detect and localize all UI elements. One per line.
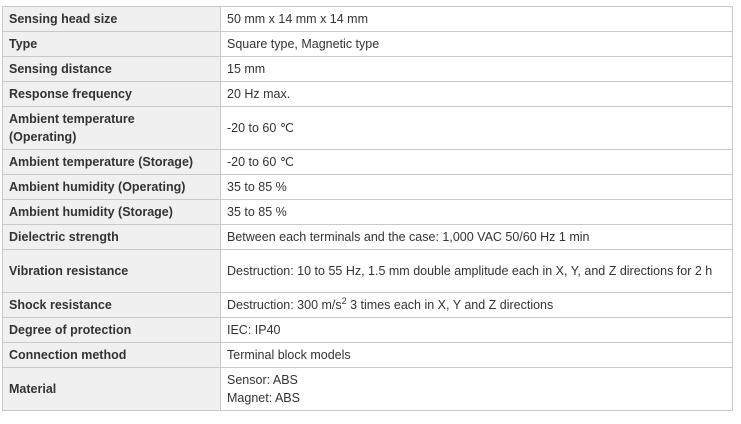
table-row xyxy=(3,107,733,150)
value-line: Sensor: ABS xyxy=(227,373,298,387)
table-row xyxy=(3,343,733,368)
row-label: Degree of protection xyxy=(3,318,221,343)
superscript: 2 xyxy=(341,295,347,306)
table-row xyxy=(3,32,733,57)
table-row xyxy=(3,200,733,225)
row-label: Vibration resistance xyxy=(3,250,221,293)
table-row xyxy=(3,57,733,82)
row-value: Between each terminals and the case: 1,000 VAC 50/60 Hz 1 min xyxy=(221,225,733,250)
row-value: 35 to 85 % xyxy=(221,175,733,200)
row-value: 20 Hz max. xyxy=(221,82,733,107)
row-label-line: Ambient temperature xyxy=(9,112,135,126)
row-value: IEC: IP40 xyxy=(221,318,733,343)
row-label: Connection method xyxy=(3,343,221,368)
row-value xyxy=(221,293,733,318)
row-label: Sensing distance xyxy=(3,57,221,82)
table-row xyxy=(3,7,733,32)
row-label: Ambient humidity (Operating) xyxy=(3,175,221,200)
row-value: 15 mm xyxy=(221,57,733,82)
table-row xyxy=(3,250,733,293)
row-label: Response frequency xyxy=(3,82,221,107)
row-label: Shock resistance xyxy=(3,293,221,318)
row-label: Dielectric strength xyxy=(3,225,221,250)
value-text: Destruction: 300 m/s xyxy=(227,298,342,312)
row-label: Ambient temperature (Storage) xyxy=(3,150,221,175)
row-label: Material xyxy=(3,368,221,411)
value-text: 3 times each in X, Y and Z directions xyxy=(346,298,554,312)
row-value: Destruction: 10 to 55 Hz, 1.5 mm double amplitude each in X, Y, and Z directions for 2 h xyxy=(221,250,733,293)
specifications-table xyxy=(2,6,733,411)
row-label: Ambient humidity (Storage) xyxy=(3,200,221,225)
table-row xyxy=(3,175,733,200)
table-row xyxy=(3,150,733,175)
table-row xyxy=(3,318,733,343)
row-label: Sensing head size xyxy=(3,7,221,32)
table-row xyxy=(3,368,733,411)
row-value: -20 to 60 ℃ xyxy=(221,150,733,175)
row-value: -20 to 60 ℃ xyxy=(221,107,733,150)
row-value: 50 mm x 14 mm x 14 mm xyxy=(221,7,733,32)
table-row xyxy=(3,82,733,107)
row-label-line: (Operating) xyxy=(9,130,77,144)
row-value: Square type, Magnetic type xyxy=(221,32,733,57)
row-value xyxy=(221,368,733,411)
row-label: Type xyxy=(3,32,221,57)
value-line: Magnet: ABS xyxy=(227,391,300,405)
row-value: Terminal block models xyxy=(221,343,733,368)
row-label xyxy=(3,107,221,150)
table-row xyxy=(3,225,733,250)
row-value: 35 to 85 % xyxy=(221,200,733,225)
table-row xyxy=(3,293,733,318)
